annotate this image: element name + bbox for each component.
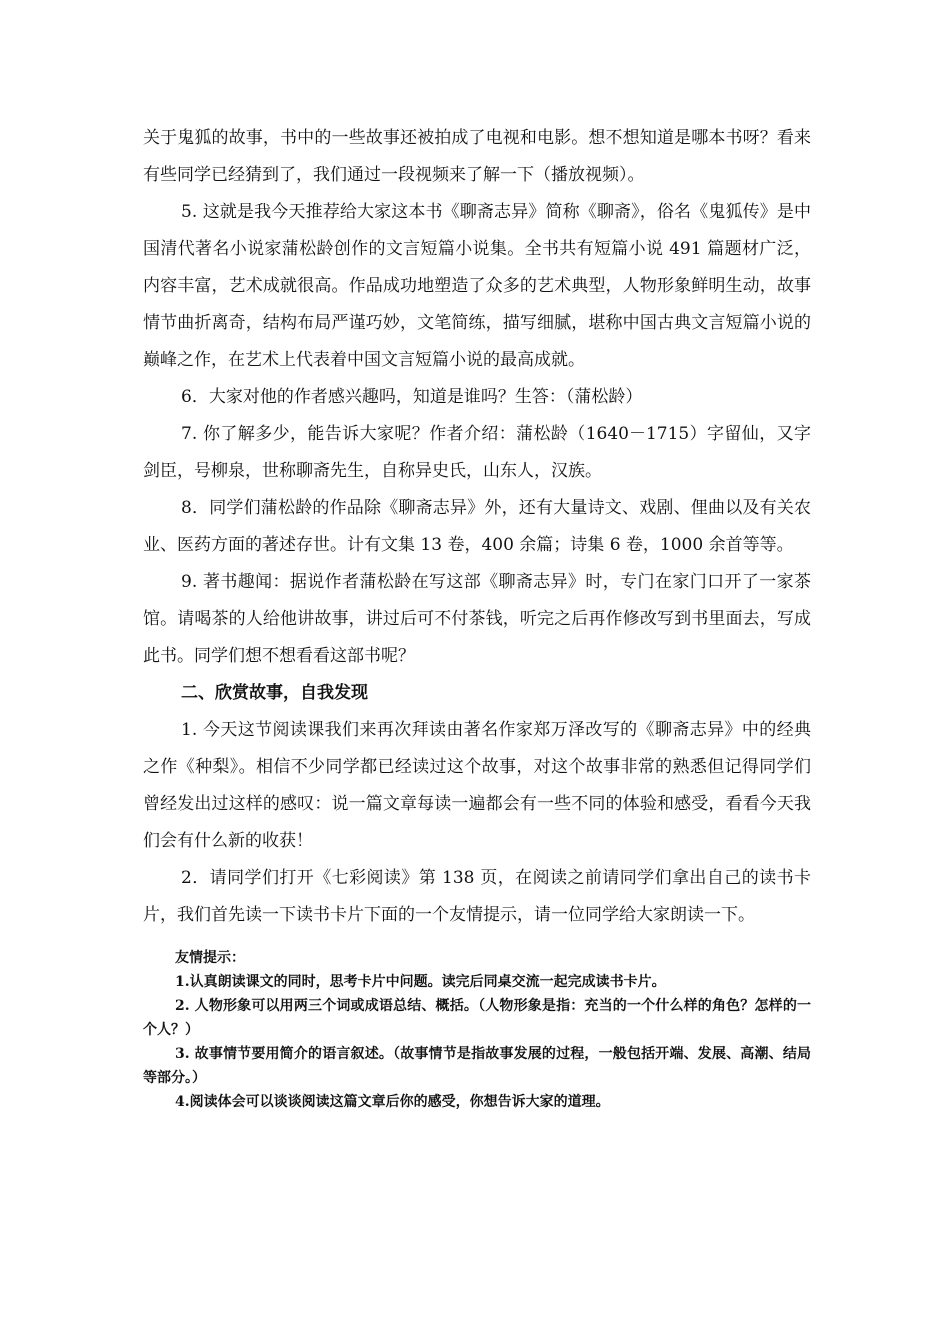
tip-item: 4.阅读体会可以谈谈阅读这篇文章后你的感受，你想告诉大家的道理。 [175, 1094, 610, 1110]
paragraph-5: 5. 这就是我今天推荐给大家这本书《聊斋志异》简称《聊斋》，俗名《鬼狐传》是中国清代著名小说家蒲松龄创作的文言短篇小说集。全书共有短篇小说 491 篇题材广泛，内容丰富，艺术成就很高。作品成功地塑造了众多的艺术典型，人物形象鲜明生动，故事情节曲折离奇，结构布局严谨巧妙，文笔简练，描写细腻，堪称中国古典文言短篇小说的巅峰之作，在艺术上代表着中国文言短篇小说的最高成就。 [143, 202, 811, 370]
section-heading: 二、欣赏故事，自我发现 [181, 683, 368, 703]
tip-item: 2. 人物形象可以用两三个词或成语总结、概括。（人物形象是指：充当的一个什么样的角色？怎样的一个人？） [143, 998, 811, 1038]
paragraph-9: 9. 著书趣闻：据说作者蒲松龄在写这部《聊斋志异》时，专门在家门口开了一家茶馆。请喝茶的人给他讲故事，讲过后可不付茶钱，听完之后再作修改写到书里面去，写成此书。同学们想不想看看这部书呢？ [143, 572, 811, 666]
paragraph-7: 7. 你了解多少，能告诉大家呢？作者介绍：蒲松龄（1640－1715）字留仙，又字剑臣，号柳泉，世称聊斋先生，自称异史氏，山东人，汉族。 [143, 424, 811, 481]
paragraph-8: 8．同学们蒲松龄的作品除《聊斋志异》外，还有大量诗文、戏剧、俚曲以及有关农业、医药方面的著述存世。计有文集 13 卷，400 余篇；诗集 6 卷，1000 余首等等。 [143, 498, 811, 555]
tip-item: 3. 故事情节要用简介的语言叙述。（故事情节是指故事发展的过程，一般包括开端、发展、高潮、结局等部分。） [143, 1046, 811, 1086]
friendly-tips-box [143, 946, 811, 1114]
tips-title: 友情提示： [175, 950, 245, 966]
section-paragraph-1: 1. 今天这节阅读课我们来再次拜读由著名作家郑万泽改写的《聊斋志异》中的经典之作《种梨》。相信不少同学都已经读过这个故事，对这个故事非常的熟悉但记得同学们曾经发出过这样的感叹：说一篇文章每读一遍都会有一些不同的体验和感受，看看今天我们会有什么新的收获！ [143, 720, 811, 851]
document-body [143, 120, 811, 1114]
tip-item: 1.认真朗读课文的同时，思考卡片中问题。读完后同桌交流一起完成读书卡片。 [175, 974, 666, 990]
section-paragraph-2: 2．请同学们打开《七彩阅读》第 138 页，在阅读之前请同学们拿出自己的读书卡片，我们首先读一下读书卡片下面的一个友情提示，请一位同学给大家朗读一下。 [143, 868, 811, 925]
paragraph-intro: 关于鬼狐的故事，书中的一些故事还被拍成了电视和电影。想不想知道是哪本书呀？看来有些同学已经猜到了，我们通过一段视频来了解一下（播放视频）。 [143, 128, 811, 185]
paragraph-6: 6．大家对他的作者感兴趣吗，知道是谁吗？生答：（蒲松龄） [181, 387, 643, 407]
